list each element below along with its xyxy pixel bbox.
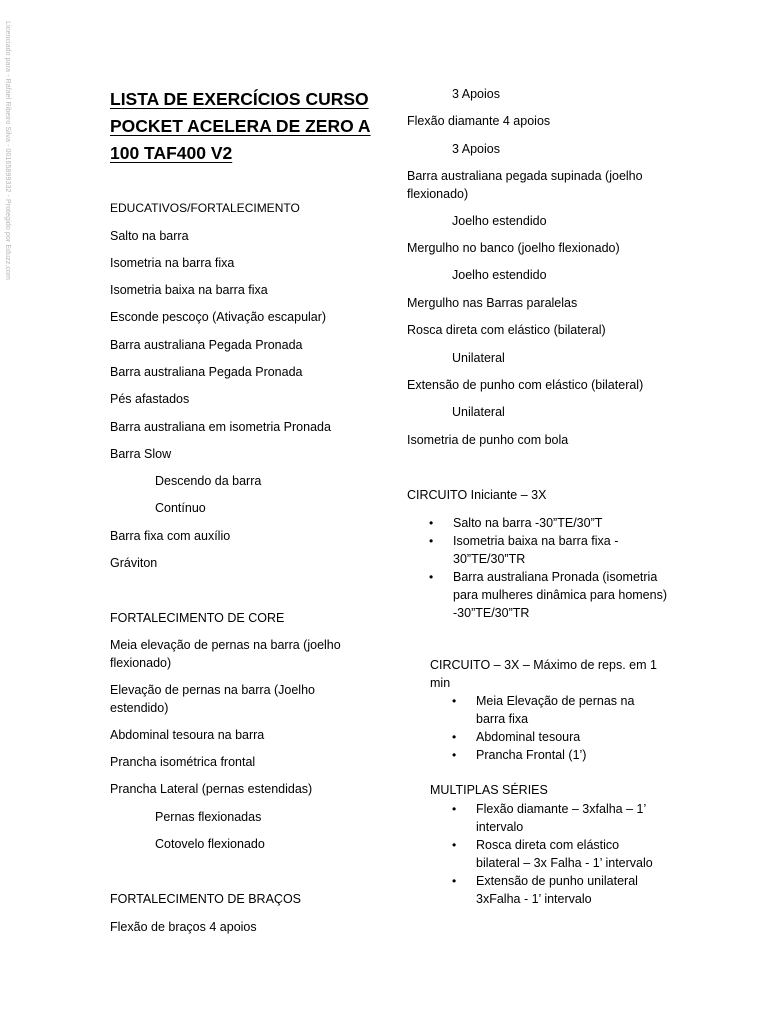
exercise-item: Mergulho nas Barras paralelas: [407, 296, 578, 310]
list-item-text: Abdominal tesoura: [476, 730, 581, 744]
exercise-item: Flexão de braços 4 apoios: [110, 920, 257, 934]
exercise-item: Gráviton: [110, 556, 158, 570]
list-item-text: Isometria baixa na barra fixa - 30”TE/30”TR: [453, 534, 619, 566]
exercise-item: Barra australiana pegada supinada (joelho flexionado): [407, 169, 643, 201]
list-item: [452, 728, 661, 746]
list-item: [429, 568, 668, 622]
list-item: [429, 532, 668, 568]
exercise-item: Abdominal tesoura na barra: [110, 728, 265, 742]
list-item-text: Barra australiana Pronada (isometria para mulheres dinâmica para homens) -30”TE/30”TR: [453, 570, 667, 620]
list-item-text: Rosca direta com elástico bilateral – 3x Falha - 1’ intervalo: [476, 838, 653, 870]
list-item: [452, 836, 656, 872]
exercise-item: Esconde pescoço (Ativação escapular): [110, 310, 327, 324]
list-item-text: Meia Elevação de pernas na barra fixa: [476, 694, 635, 726]
section-heading-circuito-maximo: CIRCUITO – 3X – Máximo de reps. em 1 min: [430, 658, 657, 690]
exercise-item: Isometria de punho com bola: [407, 433, 569, 447]
exercise-item: Isometria na barra fixa: [110, 256, 235, 270]
document-title: [110, 86, 371, 167]
exercise-subitem: Descendo da barra: [155, 474, 262, 488]
exercise-subitem: Unilateral: [452, 405, 505, 419]
list-item-text: Extensão de punho unilateral 3xFalha - 1’ intervalo: [476, 874, 638, 906]
exercise-item: Barra australiana em isometria Pronada: [110, 420, 331, 434]
list-item-text: Flexão diamante – 3xfalha – 1’ intervalo: [476, 802, 646, 834]
exercise-item: Meia elevação de pernas na barra (joelho flexionado): [110, 638, 341, 670]
bullet-icon: •: [429, 534, 434, 548]
list-item: [452, 692, 661, 728]
bullet-icon: •: [452, 802, 457, 816]
section-heading-educativos: EDUCATIVOS/FORTALECIMENTO: [110, 201, 300, 215]
exercise-subitem: Unilateral: [452, 351, 505, 365]
section-heading-circuito-iniciante: CIRCUITO Iniciante – 3X: [407, 488, 547, 502]
license-watermark: [0, 0, 19, 300]
exercise-item: Elevação de pernas na barra (Joelho estendido): [110, 683, 315, 715]
exercise-item: Prancha isométrica frontal: [110, 755, 256, 769]
section-heading-multiplas-series: MULTIPLAS SÉRIES: [430, 783, 548, 797]
exercise-item: Barra Slow: [110, 447, 172, 461]
exercise-item: Salto na barra: [110, 229, 189, 243]
list-item: [452, 800, 656, 836]
exercise-item: Rosca direta com elástico (bilateral): [407, 323, 606, 337]
bullet-icon: •: [452, 694, 457, 708]
title-line: LISTA DE EXERCÍCIOS CURSO: [110, 89, 369, 109]
exercise-subitem: 3 Apoios: [452, 142, 500, 156]
circuito-maximo-list: [452, 692, 661, 764]
list-item: [452, 872, 656, 908]
exercise-item: Isometria baixa na barra fixa: [110, 283, 268, 297]
exercise-subitem: Contínuo: [155, 501, 206, 515]
exercise-item: Mergulho no banco (joelho flexionado): [407, 241, 620, 255]
exercise-item: Barra fixa com auxílio: [110, 529, 231, 543]
exercise-subitem: 3 Apoios: [452, 87, 500, 101]
list-item-text: Prancha Frontal (1’): [476, 748, 587, 762]
circuito-iniciante-list: [429, 514, 668, 622]
bullet-icon: •: [452, 838, 457, 852]
exercise-subitem: Cotovelo flexionado: [155, 837, 265, 851]
exercise-item: Barra australiana Pegada Pronada: [110, 365, 303, 379]
title-line: POCKET ACELERA DE ZERO A: [110, 116, 371, 136]
list-item-text: Salto na barra -30”TE/30”T: [453, 516, 603, 530]
exercise-item: Extensão de punho com elástico (bilateral): [407, 378, 644, 392]
title-line: 100 TAF400 V2: [110, 143, 233, 163]
watermark-text: Licenciado para - Rafael Ribeiro Silva - 00165899332 - Protegido por Eduzz.com: [3, 20, 11, 280]
exercise-subitem: Pernas flexionadas: [155, 810, 262, 824]
exercise-item: Flexão diamante 4 apoios: [407, 114, 551, 128]
exercise-item: Prancha Lateral (pernas estendidas): [110, 782, 313, 796]
exercise-subitem: Joelho estendido: [452, 268, 547, 282]
bullet-icon: •: [452, 874, 457, 888]
exercise-subitem: Joelho estendido: [452, 214, 547, 228]
section-heading-core: FORTALECIMENTO DE CORE: [110, 611, 285, 625]
section-heading-bracos: FORTALECIMENTO DE BRAÇOS: [110, 892, 302, 906]
bullet-icon: •: [429, 516, 434, 530]
list-item: [429, 514, 668, 532]
bullet-icon: •: [452, 748, 457, 762]
bullet-icon: •: [429, 570, 434, 584]
exercise-item: Barra australiana Pegada Pronada: [110, 338, 303, 352]
bullet-icon: •: [452, 730, 457, 744]
multiplas-series-list: [452, 800, 656, 908]
exercise-item: Pés afastados: [110, 392, 190, 406]
list-item: [452, 746, 661, 764]
